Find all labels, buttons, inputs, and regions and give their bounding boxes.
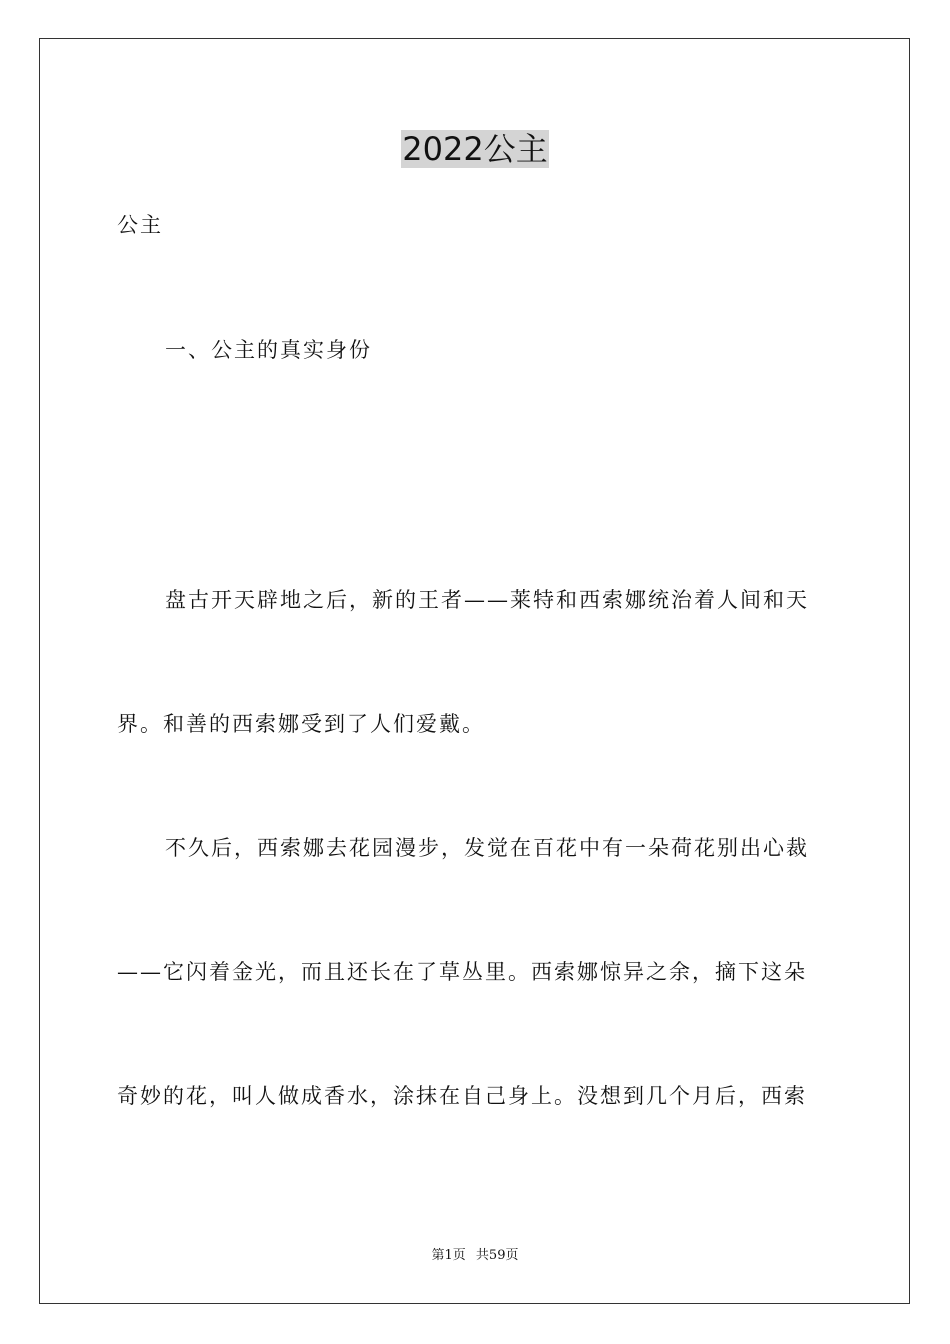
page-footer: 第1页 共59页 (431, 1248, 519, 1263)
section-heading: 一、公主的真实身份 (165, 338, 372, 362)
paragraph-line: 界。和善的西索娜受到了人们爱戴。 (117, 712, 485, 736)
paragraph-line: 盘古开天辟地之后，新的王者——莱特和西索娜统治着人间和天 (165, 588, 809, 612)
paragraph-line: 不久后，西索娜去花园漫步，发觉在百花中有一朵荷花别出心裁 (165, 836, 809, 860)
paragraph-line: 奇妙的花，叫人做成香水，涂抹在自己身上。没想到几个月后，西索 (117, 1084, 807, 1108)
document-title (0, 128, 950, 170)
document-title-text: 2022公主 (402, 130, 548, 168)
page-border (39, 38, 910, 1304)
document-subtitle: 公主 (117, 213, 163, 237)
paragraph-line: ——它闪着金光，而且还长在了草丛里。西索娜惊异之余，摘下这朵 (117, 960, 807, 984)
